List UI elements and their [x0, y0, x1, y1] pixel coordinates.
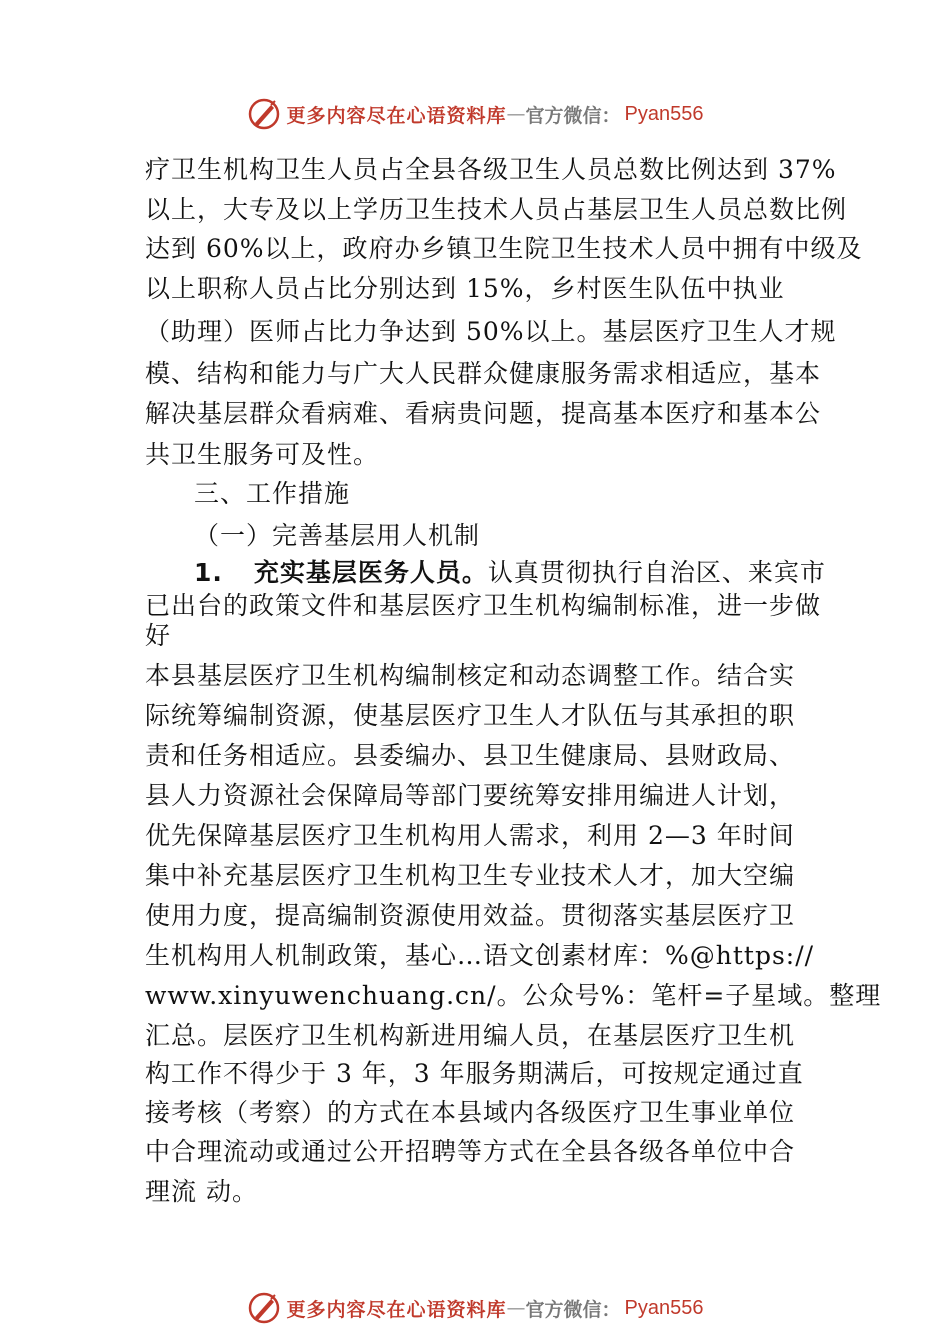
banner-separator: — — [506, 1297, 526, 1319]
text-line: 构工作不得少于 3 年，3 年服务期满后，可按规定通过直 — [145, 1059, 804, 1088]
header-banner — [0, 94, 950, 134]
text-line: 优先保障基层医疗卫生机构用人需求，利用 2—3 年时间 — [145, 821, 795, 850]
text-line: 达到 60%以上，政府办乡镇卫生院卫生技术人员中拥有中级及 — [145, 234, 863, 263]
text-line: 共卫生服务可及性。 — [145, 440, 380, 469]
text-line: 县人力资源社会保障局等部门要统筹安排用编进人计划， — [145, 781, 796, 810]
banner-separator: — — [506, 103, 526, 125]
banner-wechat-id: Pyan556 — [624, 102, 704, 125]
text-line: 理流 动。 — [145, 1177, 258, 1206]
text-line: 集中补充基层医疗卫生机构卫生专业技术人才，加大空编 — [145, 861, 796, 890]
banner-wechat-label: 官方微信： — [525, 1298, 621, 1321]
text-line: www.xinyuwenchuang.cn/。公众号%：笔杆=子星域。整理 — [145, 981, 882, 1010]
text-line: 模、结构和能力与广大人民群众健康服务需求相适应，基本 — [145, 359, 822, 388]
item-1-number: 1. — [194, 558, 223, 587]
banner-wechat-id: Pyan556 — [624, 1296, 704, 1319]
text-line: 接考核（考察）的方式在本县域内各级医疗卫生事业单位 — [145, 1098, 796, 1127]
item-1-first-text: 认真贯彻执行自治区、来宾市 — [487, 558, 826, 587]
subsection-heading: （一）完善基层用人机制 — [194, 521, 481, 550]
text-line: 本县基层医疗卫生机构编制核定和动态调整工作。结合实 — [145, 661, 796, 690]
banner-wechat-label: 官方微信： — [525, 104, 621, 127]
item-1-line — [194, 557, 826, 591]
text-line: 汇总。层医疗卫生机构新进用编人员，在基层医疗卫生机 — [145, 1021, 796, 1050]
text-line: 生机构用人机制政策，基心…语文创素材库：%@https:// — [145, 941, 815, 970]
text-line: 疗卫生机构卫生人员占全县各级卫生人员总数比例达到 37% — [145, 155, 837, 184]
banner-main-text: 更多内容尽在心语资料库 — [286, 104, 507, 127]
footer-banner — [0, 1288, 950, 1328]
section-heading: 三、工作措施 — [194, 479, 351, 508]
text-line: 解决基层群众看病难、看病贵问题，提高基本医疗和基本公 — [145, 399, 822, 428]
pen-logo-icon — [247, 1291, 281, 1325]
text-line: （助理）医师占比力争达到 50%以上。基层医疗卫生人才规 — [145, 317, 837, 346]
text-line: 好 — [145, 621, 172, 650]
banner-main-text: 更多内容尽在心语资料库 — [286, 1298, 507, 1321]
text-line: 以上职称人员占比分别达到 15%，乡村医生队伍中执业 — [145, 274, 785, 303]
item-1-title: 充实基层医务人员。 — [253, 558, 488, 587]
text-line: 以上，大专及以上学历卫生技术人员占基层卫生人员总数比例 — [145, 195, 848, 224]
text-line: 使用力度，提高编制资源使用效益。贯彻落实基层医疗卫 — [145, 901, 796, 930]
pen-logo-icon — [247, 97, 281, 131]
text-line: 责和任务相适应。县委编办、县卫生健康局、县财政局、 — [145, 741, 796, 770]
text-line: 中合理流动或通过公开招聘等方式在全县各级各单位中合 — [145, 1137, 796, 1166]
text-line: 已出台的政策文件和基层医疗卫生机构编制标准，进一步做 — [145, 591, 822, 620]
text-line: 际统筹编制资源，使基层医疗卫生人才队伍与其承担的职 — [145, 701, 796, 730]
